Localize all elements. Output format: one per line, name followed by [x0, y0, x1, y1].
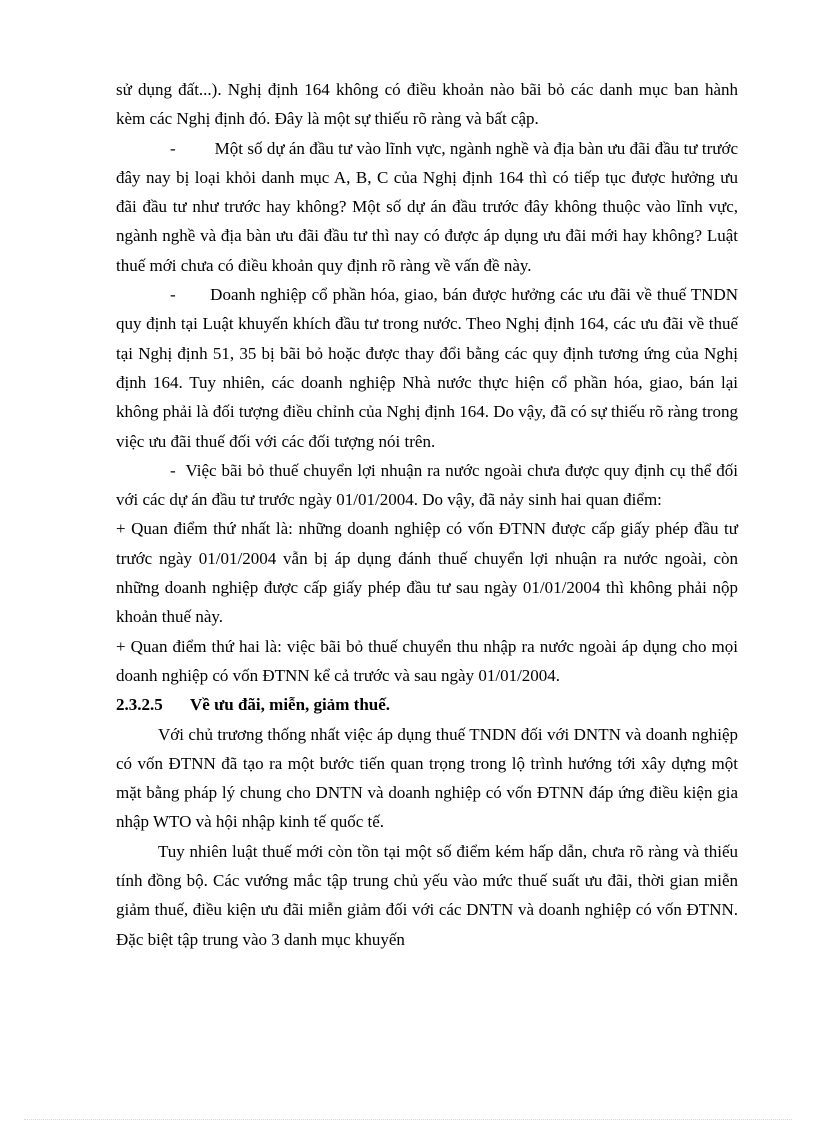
paragraph-second-view: + Quan điểm thứ hai là: việc bãi bỏ thuế chuyển thu nhập ra nước ngoài áp dụng cho mọi doanh nghiệp có vốn ĐTNN kể cả trước và sau ngày 01/01/2004. — [116, 636, 738, 685]
paragraph-bullet-investment-projects: - Một số dự án đầu tư vào lĩnh vực, ngành nghề và địa bàn ưu đãi đầu tư trước đây nay bị loại khỏi danh mục A, B, C của Nghị định 164 thì có tiếp tục được hưởng ưu đãi đầu tư như trước hay không? Một số dự án đầu trước đây không thuộc vào lĩnh vực, ngành nghề và địa bàn ưu đãi đầu tư thì nay có được áp dụng ưu đãi mới hay không? Luật thuế mới chưa có điều khoản quy định rõ ràng về vấn đề này. — [116, 138, 738, 275]
page-bottom-divider — [24, 1119, 792, 1120]
section-title: Về ưu đãi, miễn, giảm thuế. — [190, 695, 391, 715]
paragraph-bullet-profit-transfer-tax: - Việc bãi bỏ thuế chuyển lợi nhuận ra nước ngoài chưa được quy định cụ thể đối với các dự án đầu tư trước ngày 01/01/2004. Do vậy, đã nảy sinh hai quan điểm: — [116, 460, 738, 510]
paragraph-new-tax-law-issues: Tuy nhiên luật thuế mới còn tồn tại một số điểm kém hấp dẫn, chưa rõ ràng và thiếu tính đồng bộ. Các vướng mắc tập trung chủ yếu vào mức thuế suất ưu đãi, thời gian miễn giảm thuế, điều kiện ưu đãi miễn giảm đối với các DNTN và doanh nghiệp có vốn ĐTNN. Đặc biệt tập trung vào 3 danh mục khuyến — [116, 841, 738, 949]
paragraph-bullet-equitized-enterprises: - Doanh nghiệp cổ phần hóa, giao, bán được hưởng các ưu đãi về thuế TNDN quy định tại Luật khuyến khích đầu tư trong nước. Theo Nghị định 164, các ưu đãi về thuế tại Nghị định 51, 35 bị bãi bỏ hoặc được thay đổi bằng các quy định tương ứng của Nghị định 164. Tuy nhiên, các doanh nghiệp Nhà nước thực hiện cổ phần hóa, giao, bán lại không phải là đối tượng điều chỉnh của Nghị định 164. Do vậy, đã có sự thiếu rõ ràng trong việc ưu đãi thuế đối với các đối tượng nói trên. — [116, 285, 738, 451]
document-body — [116, 75, 738, 954]
paragraph-unified-tax: Với chủ trương thống nhất việc áp dụng thuế TNDN đối với DNTN và doanh nghiệp có vốn ĐTNN đã tạo ra một bước tiến quan trọng trong lộ trình hướng tới xây dựng một mặt bằng pháp lý chung cho DNTN và doanh nghiệp có vốn ĐTNN đáp ứng điều kiện gia nhập WTO và hội nhập kinh tế quốc tế. — [116, 724, 738, 832]
section-heading — [116, 690, 738, 719]
paragraph-first-view: + Quan điểm thứ nhất là: những doanh nghiệp có vốn ĐTNN được cấp giấy phép đầu tư trước ngày 01/01/2004 vẫn bị áp dụng đánh thuế chuyển lợi nhuận ra nước ngoài, còn những doanh nghiệp được cấp giấy phép đầu tư sau ngày 01/01/2004 thì không phải nộp khoản thuế này. — [116, 519, 738, 627]
paragraph-continuation: sử dụng đất...). Nghị định 164 không có điều khoản nào bãi bỏ các danh mục ban hành kèm các Nghị định đó. Đây là một sự thiếu rõ ràng và bất cập. — [116, 80, 738, 129]
section-number: 2.3.2.5 — [116, 695, 163, 715]
